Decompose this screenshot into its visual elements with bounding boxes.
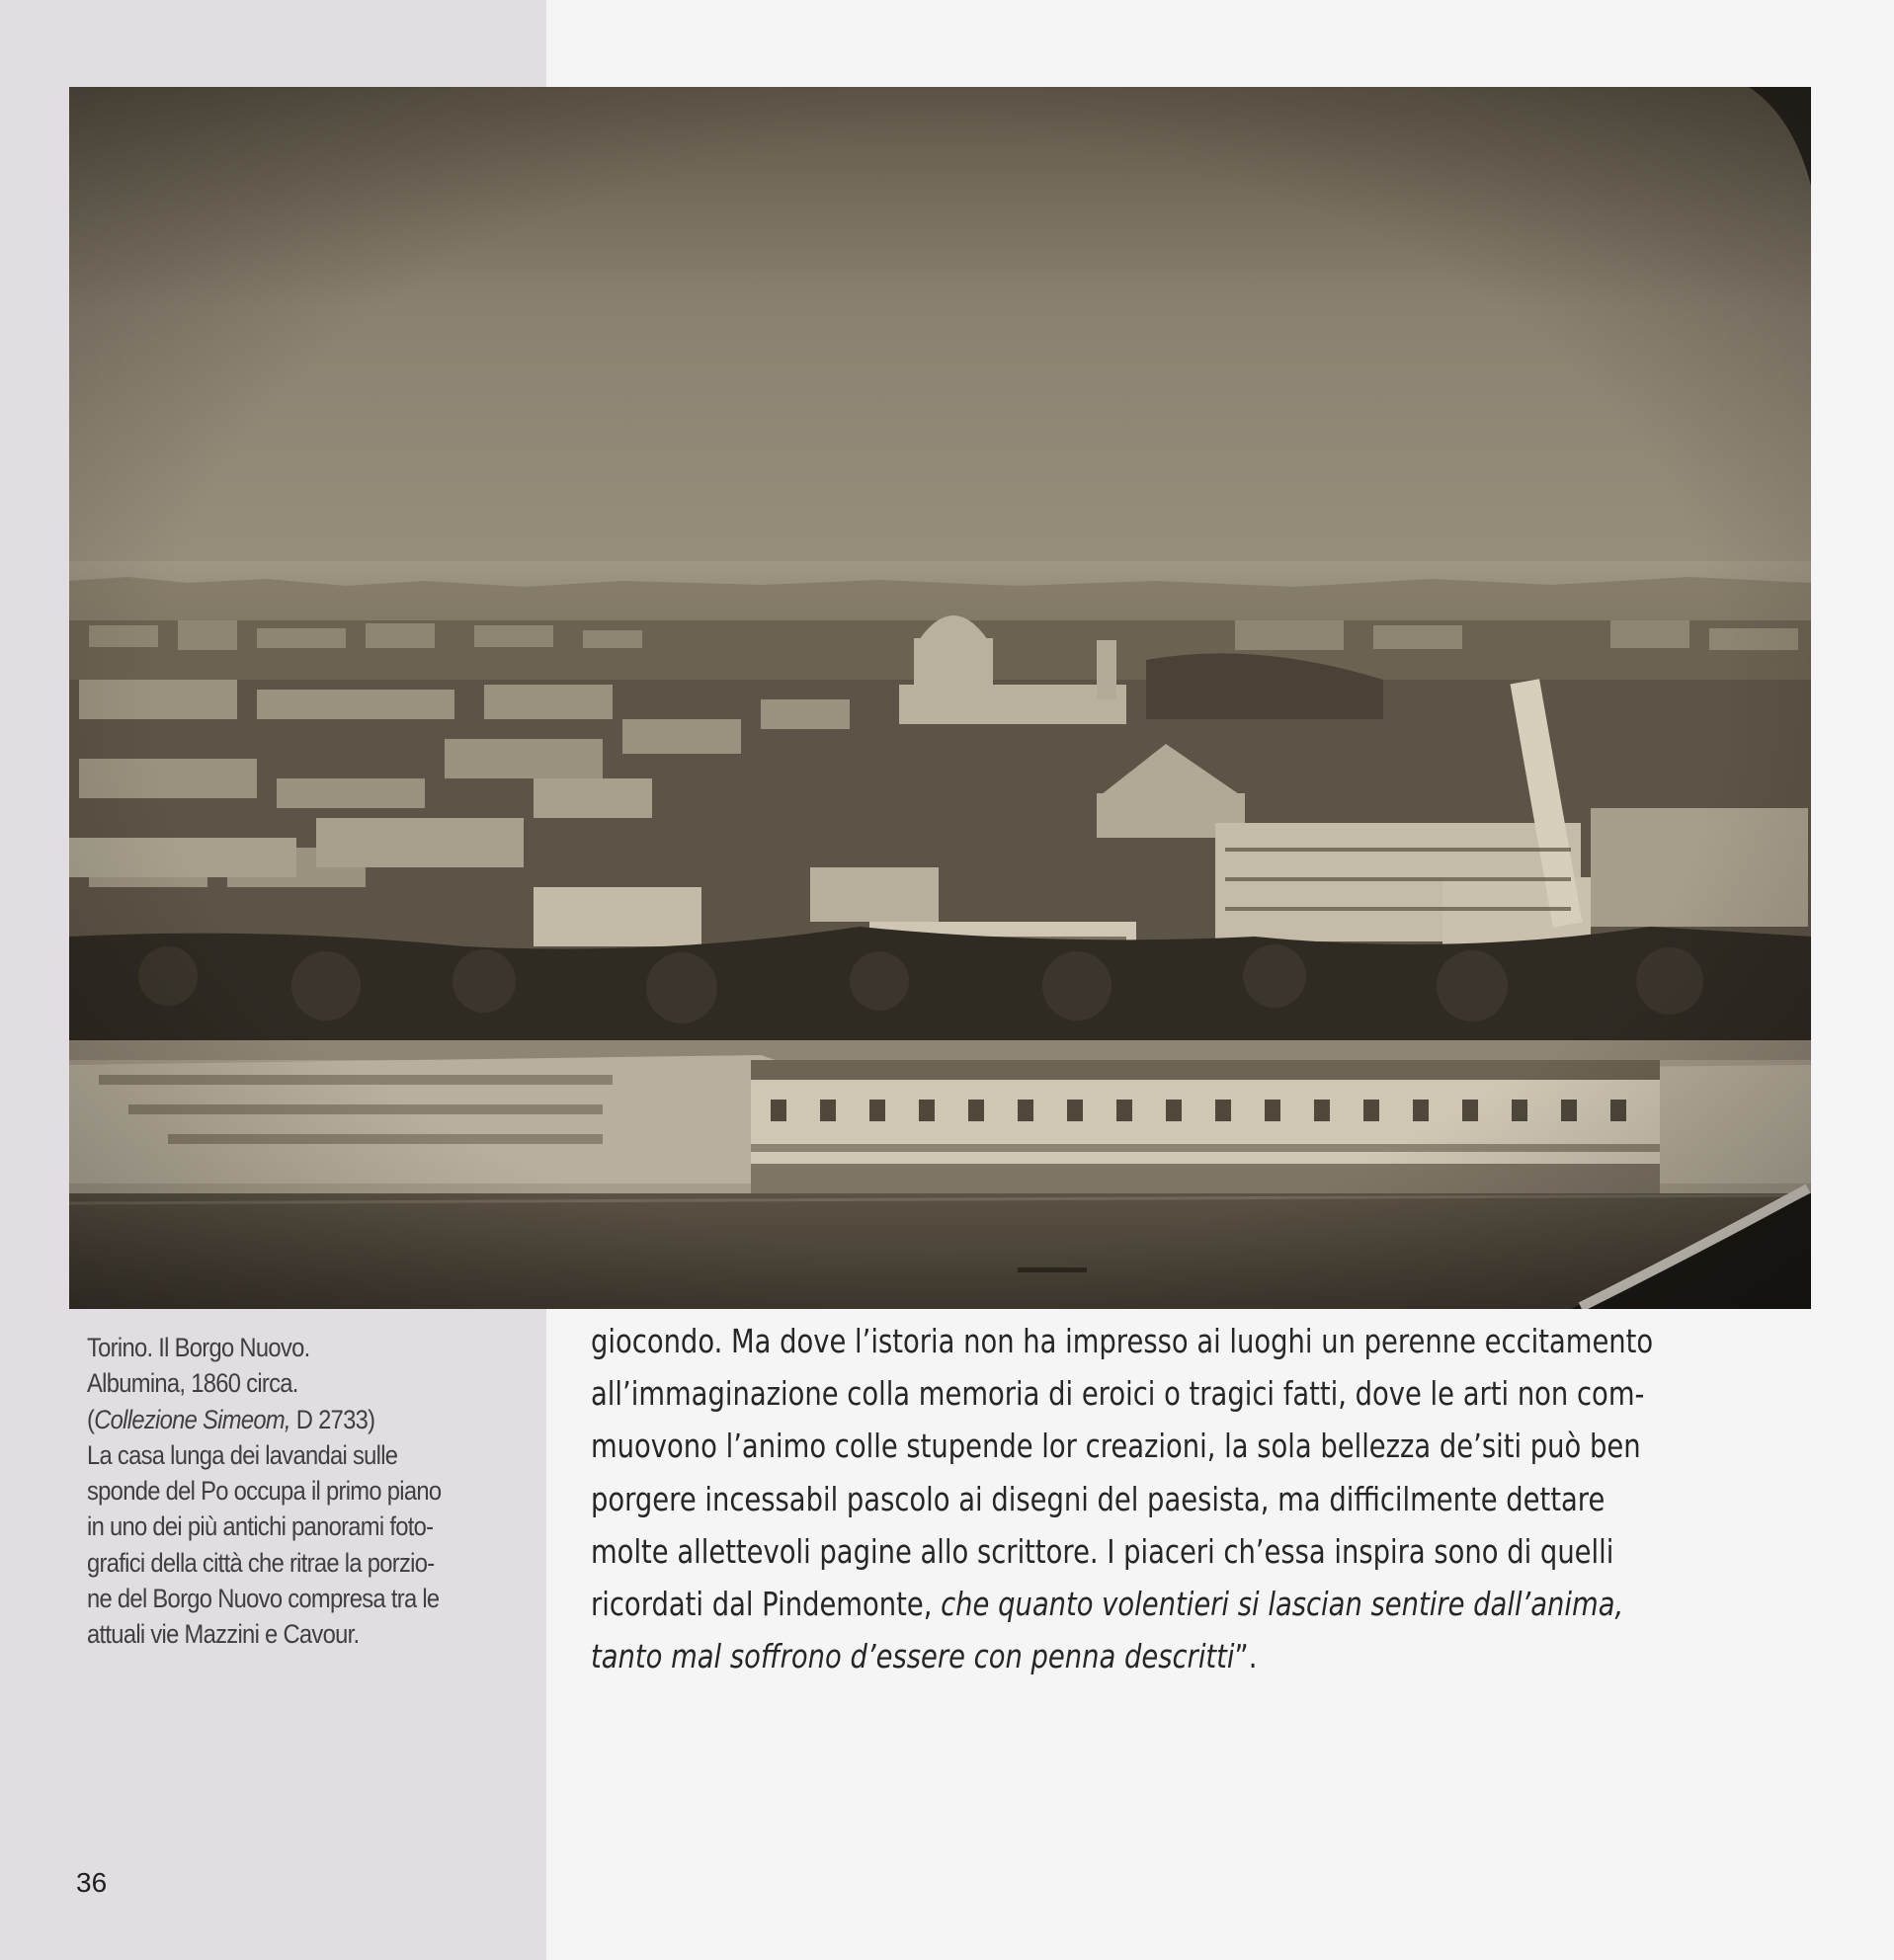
body-text-line: giocondo. Ma dove l’istoria non ha impresso ai luoghi un perenne eccitamento: [591, 1322, 1654, 1360]
body-text-line: muovono l’animo colle stupende lor creazioni, la sola bellezza de’siti può ben: [591, 1427, 1641, 1466]
body-quote-close: ”.: [1234, 1637, 1258, 1676]
body-paragraph: [591, 1315, 1816, 1682]
caption-text-line: in uno dei più antichi panorami foto-: [87, 1511, 434, 1542]
body-text-line: [591, 1630, 1607, 1682]
caption-collection: [87, 1402, 469, 1437]
caption-text-line: attuali vie Mazzini e Cavour.: [87, 1619, 360, 1650]
caption-collection-name: Collezione Simeom,: [94, 1404, 290, 1434]
caption-collection-code: D 2733): [289, 1404, 375, 1434]
body-text-line: all’immaginazione colla memoria di eroici o tragici fatti, dove le arti non com-: [591, 1374, 1645, 1414]
caption-text-line: sponde del Po occupa il primo piano: [87, 1476, 442, 1507]
caption-title: Torino. Il Borgo Nuovo.: [87, 1333, 310, 1362]
body-quote-italic: che quanto volentieri si lascian sentire dall’anima,: [941, 1584, 1624, 1623]
body-text-line: [591, 1578, 1624, 1630]
page-number: 36: [76, 1867, 108, 1898]
panorama-photograph: [69, 87, 1811, 1309]
caption-technique: Albumina, 1860 circa.: [87, 1368, 298, 1399]
body-text-line-start: ricordati dal Pindemonte,: [591, 1584, 942, 1623]
caption-text-line: ne del Borgo Nuovo compresa tra le: [87, 1584, 440, 1614]
caption-text-line: grafici della città che ritrae la porzio-: [87, 1547, 435, 1578]
photo-caption: [87, 1330, 469, 1653]
body-text-line: porgere incessabil pascolo ai disegni del paesista, ma difficilmente dettare: [591, 1479, 1606, 1518]
panorama-photograph-drawing: [69, 87, 1811, 1309]
caption-collection-open-paren: (: [87, 1404, 95, 1434]
body-text-line: molte allettevoli pagine allo scrittore. I piaceri ch’essa inspira sono di quelli: [591, 1531, 1614, 1571]
caption-text-line: La casa lunga dei lavandai sulle: [87, 1439, 398, 1470]
body-quote-italic-end: tanto mal soffrono d’essere con penna descritti: [591, 1637, 1235, 1676]
